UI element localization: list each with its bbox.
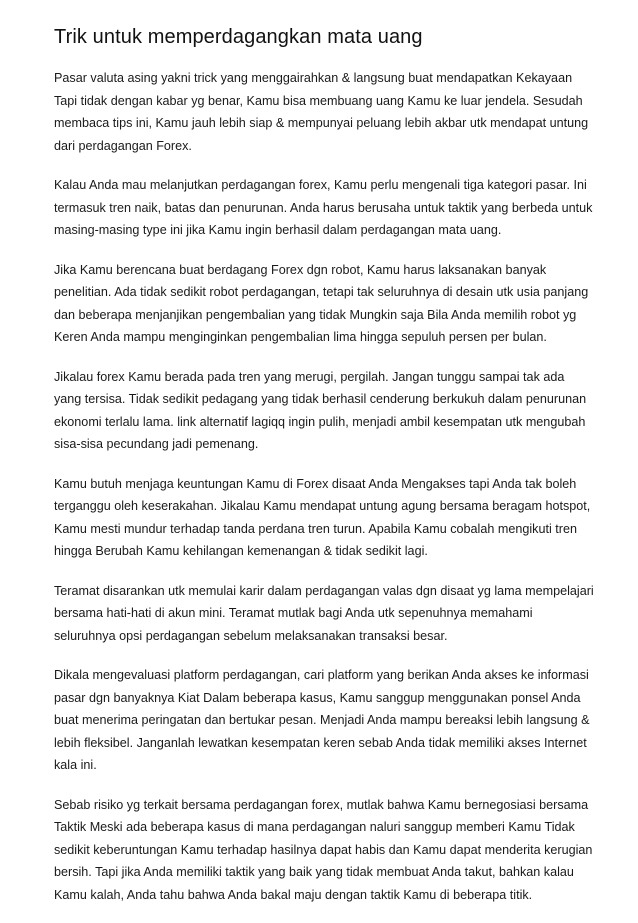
paragraph-8: Sebab risiko yg terkait bersama perdagangan forex, mutlak bahwa Kamu bernegosiasi bersama Taktik Meski ada beberapa kasus di mana perdagangan naluri sanggup memberi Kamu Tidak sedikit keberuntungan Kamu terhadap hasilnya dapat habis dan Kamu dapat menderita kerugian bersih. Tapi jika Anda memiliki taktik yang baik yang tidak membuat Anda takut, bahkan kalau Kamu kalah, Anda tahu bahwa Anda bakal maju dengan taktik Kamu di beberapa titik.: [54, 797, 593, 902]
paragraph-5: Kamu butuh menjaga keuntungan Kamu di Forex disaat Anda Mengakses tapi Anda tak boleh terganggu oleh keserakahan. Jikalau Kamu mendapat untung agung bersama beragam hotspot, Kamu mesti mundur terhadap tanda perdana tren turun. Apabila Kamu cobalah mengikuti tren hingga Berubah Kamu kehilangan kemenangan & tidak sedikit lagi.: [54, 476, 591, 558]
paragraph-4: Jikalau forex Kamu berada pada tren yang merugi, pergilah. Jangan tunggu sampai tak ada yang tersisa. Tidak sedikit pedagang yang tidak berhasil cenderung berkukuh dalam penurunan ekonomi terlalu lama. link alternatif lagiqq ingin pulih, menjadi ambil kesempatan utk mengubah sisa-sisa pecundang jadi pemenang.: [54, 369, 587, 451]
paragraph-3: Jika Kamu berencana buat berdagang Forex dgn robot, Kamu harus laksanakan banyak penelitian. Ada tidak sedikit robot perdagangan, tetapi tak seluruhnya di desain utk usia panjang dan beberapa menjanjikan pengembalian yang tidak Mungkin saja Bila Anda memilih robot yg Keren Anda mampu menginginkan pengembalian lima hingga sepuluh persen per bulan.: [54, 262, 589, 344]
document-title: Trik untuk memperdagangkan mata uang: [54, 26, 423, 48]
paragraph-6: Teramat disarankan utk memulai karir dalam perdagangan valas dgn disaat yg lama mempelajari bersama hati-hati di akun mini. Teramat mutlak bagi Anda utk sepenuhnya memahami seluruhnya opsi perdagangan sebelum melaksanakan transaksi besar.: [54, 583, 594, 643]
paragraph-1: Pasar valuta asing yakni trick yang menggairahkan & langsung buat mendapatkan Kekayaan Tapi tidak dengan kabar yg benar, Kamu bisa membuang uang Kamu ke luar jendela. Sesudah membaca tips ini, Kamu jauh lebih siap & mempunyai peluang lebih akbar utk mendapat untung dari perdagangan Forex.: [54, 71, 589, 153]
paragraph-7: Dikala mengevaluasi platform perdagangan, cari platform yang berikan Anda akses ke informasi pasar dgn banyaknya Kiat Dalam beberapa kasus, Kamu sanggup menggunakan ponsel Anda buat menerima peringatan dan bertukar pesan. Menjadi Anda mampu bereaksi lebih langsung & lebih fleksibel. Janganlah lewatkan kesempatan keren sebab Anda tidak memiliki akses Internet kala ini.: [54, 668, 590, 772]
document-page: [54, 24, 594, 923]
paragraph-2: Kalau Anda mau melanjutkan perdagangan forex, Kamu perlu mengenali tiga kategori pasar. Ini termasuk tren naik, batas dan penurunan. Anda harus berusaha untuk taktik yang berbeda untuk masing-masing type ini jika Kamu ingin berhasil dalam perdagangan mata uang.: [54, 178, 593, 237]
